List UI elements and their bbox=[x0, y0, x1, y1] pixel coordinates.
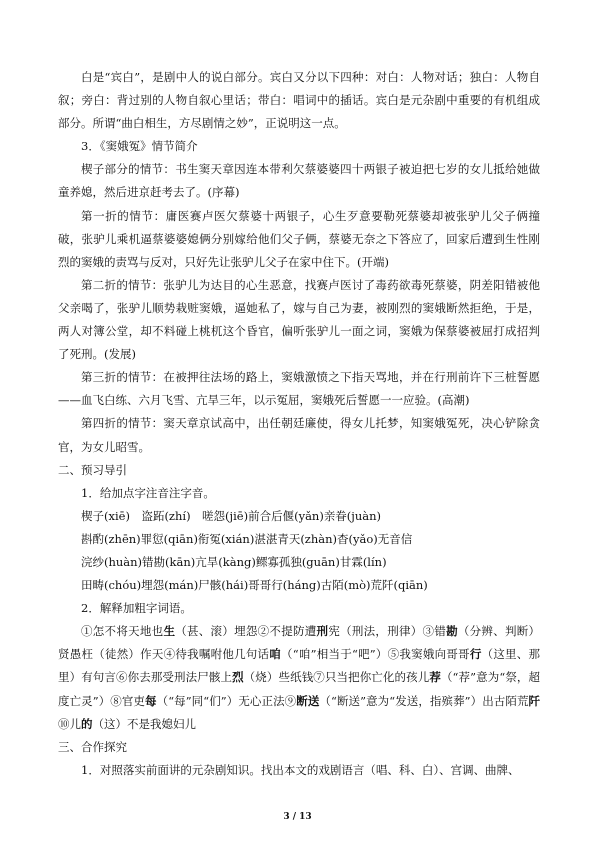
text-run: （“荐”意为“祭，超度亡灵”）⑧官吏 bbox=[58, 670, 541, 708]
text-run: ⑩儿 bbox=[58, 716, 81, 731]
bold-term: 刑 bbox=[316, 624, 329, 639]
plot-prologue: 楔子部分的情节：书生窦天章因连本带利欠蔡婆婆四十两银子被迫把七岁的女儿抵给她做童养媳，然后进京赶考去了。(序幕) bbox=[58, 162, 540, 200]
bold-term: 每 bbox=[145, 693, 157, 708]
plot-act-1: 第一折的情节：庸医赛卢医欠蔡婆十两银子，心生歹意要勒死蔡婆却被张驴儿父子俩撞破，张驴儿乘机逼蔡婆婆媳俩分别嫁给他们父子俩，蔡婆无奈之下答应了，回家后遭到生性刚烈的窦娥的责骂与反对，只好先让张驴儿父子在家中住下。(开端) bbox=[58, 208, 540, 269]
section-heading-cooperation: 三、合作探究 bbox=[58, 739, 127, 754]
plot-act-4: 第四折的情节：窦天章京试高中，出任朝廷廉使，得女儿托梦，知窦娥冤死，决心铲除贪官，为女儿昭雪。 bbox=[58, 416, 540, 454]
text-run: （分辨、判断）贤愚枉（徒然）作天④待我嘱咐他几句话 bbox=[58, 624, 541, 662]
text-run: （“断送”意为“发送，指殡葬”）出古陌荒 bbox=[319, 693, 529, 708]
pinyin-line-3: 浣纱(huàn)错勘(kān)亢旱(kàng)鳏寡孤独(guān)甘霖(lín) bbox=[81, 554, 387, 569]
question-2-title: 2．解释加粗字词语。 bbox=[81, 601, 192, 616]
bold-term: 勘 bbox=[446, 624, 458, 639]
bold-term: 烈 bbox=[232, 670, 244, 685]
text-run: （烧）些纸钱⑦只当把你亡化的孩儿 bbox=[243, 670, 430, 685]
section-heading-preview: 二、预习导引 bbox=[58, 462, 127, 477]
question-2-items bbox=[58, 620, 540, 735]
plot-act-3: 第三折的情节：在被押往法场的路上，窦娥激愤之下指天骂地，并在行刑前许下三桩誓愿——血飞白练、六月飞雪、亢旱三年，以示冤屈，窦娥死后誓愿一一应验。(高潮) bbox=[58, 370, 540, 408]
pinyin-line-2: 斟酌(zhēn)罪愆(qiān)衔冤(xián)湛湛青天(zhàn)杳(yǎo)无音信 bbox=[81, 531, 413, 546]
text-run: （这）不是我媳妇儿 bbox=[92, 716, 196, 731]
binbai-paragraph: 白是“宾白”，是剧中人的说白部分。宾白又分以下四种：对白：人物对话；独白：人物自叙；旁白：背过别的人物自叙心里话；带白：唱词中的插话。宾白是元杂剧中重要的有机组成部分。所谓“曲白相生，方尽剧情之妙”，正说明这一点。 bbox=[58, 70, 540, 131]
text-run: 宪（刑法，刑律）③错 bbox=[328, 624, 447, 639]
bold-term: 生 bbox=[163, 624, 176, 639]
plot-act-2: 第二折的情节：张驴儿为达目的心生恶意，找赛卢医讨了毒药欲毒死蔡婆，阴差阳错被他父亲喝了，张驴儿顺势栽赃窦娥，逼她私了，嫁与自己为妻，被刚烈的窦娥断然拒绝，于是，两人对簿公堂，却不料碰上桃杌这个昏官，偏听张驴儿一面之词，窦娥为保蔡婆被屈打成招判了死刑。(发展) bbox=[58, 277, 540, 362]
text-run: ①怎不将天地也 bbox=[81, 624, 164, 639]
bold-term: 咱 bbox=[269, 647, 282, 662]
text-run: （这里、那里）有句言⑥你去那受刑法尸骸上 bbox=[58, 647, 541, 685]
pinyin-line-1: 楔子(xiē) 盗跖(zhí) 嗟怨(jiē)前合后偃(yǎn)亲眷(juàn) bbox=[81, 508, 382, 523]
pinyin-line-4: 田畴(chóu)埋怨(mán)尸骸(hái)哥哥行(háng)古陌(mò)荒阡(qiān) bbox=[81, 578, 428, 593]
bold-term: 的 bbox=[81, 716, 93, 731]
bold-term: 断送 bbox=[296, 693, 320, 708]
cooperation-question-1: 1．对照落实前面讲的元杂剧知识。找出本文的戏剧语言（唱、科、白）、宫调、曲牌、 bbox=[81, 762, 520, 777]
text-run: （“每”同“们”）无心正法⑨ bbox=[156, 693, 297, 708]
bold-term: 行 bbox=[469, 647, 482, 662]
text-run: （甚、滚）埋怨②不提防遭 bbox=[175, 624, 317, 639]
page-content bbox=[58, 66, 540, 782]
text-run: （“咱”相当于“吧”）⑤我窦娥向哥哥 bbox=[281, 647, 470, 662]
section3-plot-title: 3．《窦娥冤》情节简介 bbox=[81, 139, 198, 154]
bold-term: 阡 bbox=[528, 693, 541, 708]
question-1-title: 1．给加点字注音注字音。 bbox=[81, 485, 215, 500]
page-number: 3 / 13 bbox=[283, 812, 312, 822]
bold-term: 荐 bbox=[429, 670, 441, 685]
